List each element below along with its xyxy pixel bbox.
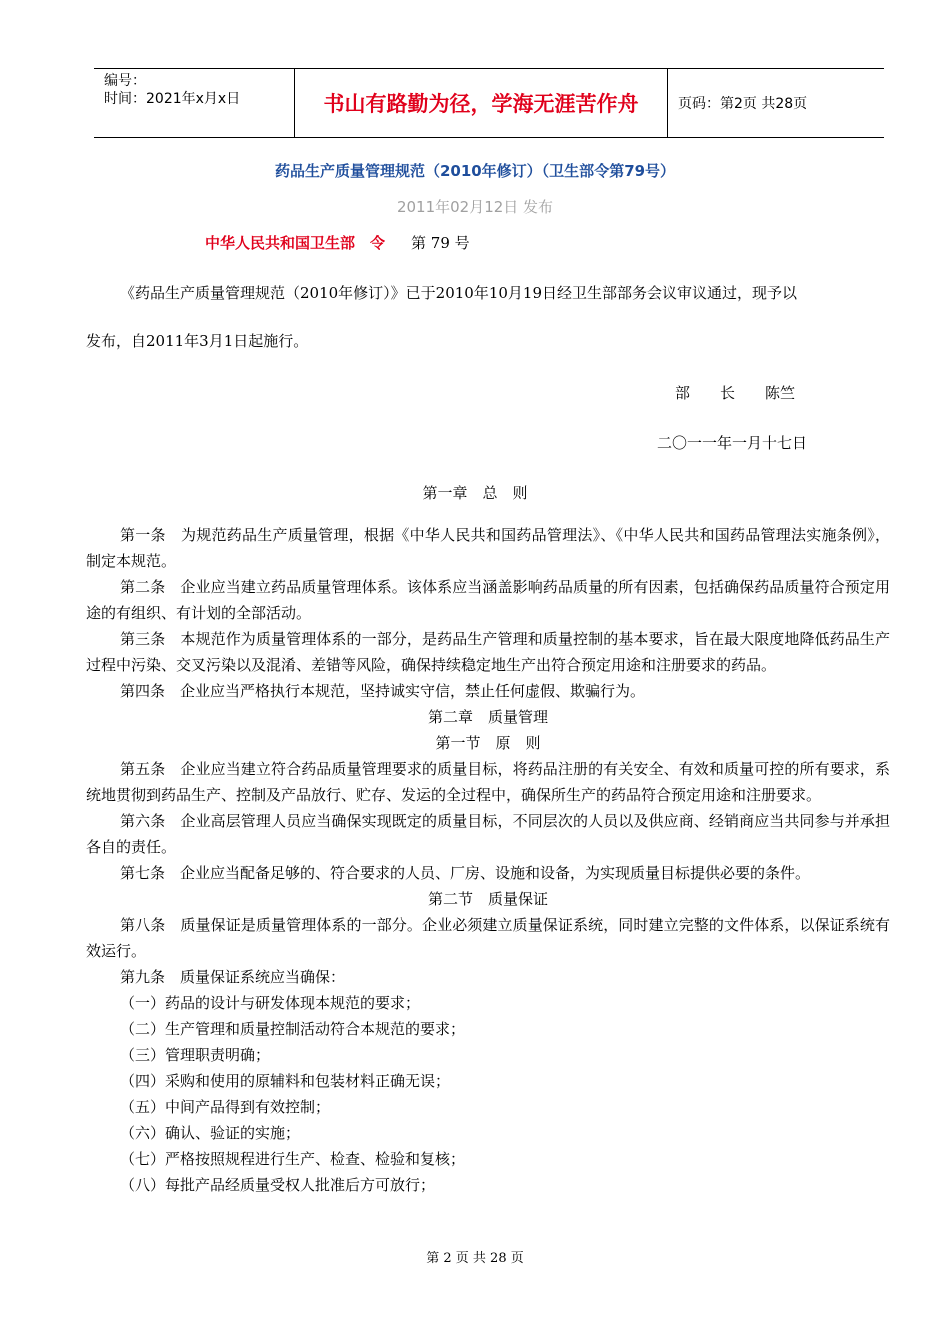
article-7: 第七条 企业应当配备足够的、符合要求的人员、厂房、设施和设备，为实现质量目标提供必要的条件。 [120, 864, 811, 882]
article-3: 第三条 本规范作为质量管理体系的一部分，是药品生产管理和质量控制的基本要求，旨在最大限度地降低药品生产过程中污染、交叉污染以及混淆、差错等风险，确保持续稳定地生产出符合预定用途和注册要求的药品。 [86, 630, 890, 674]
decree-org: 中华人民共和国卫生部 令 [205, 234, 386, 252]
decree-number: 第 79 号 [411, 234, 470, 252]
section-2-title: 第二节 质量保证 [427, 890, 548, 908]
intro-line-1: 《药品生产质量管理规范（2010年修订）》已于2010年10月19日经卫生部部务会议审议通过，现予以 [120, 284, 798, 302]
list-item: （一）药品的设计与研发体现本规范的要求； [120, 994, 421, 1012]
regulation-body [86, 522, 890, 1198]
code-label: 编号： [104, 73, 146, 89]
list-item: （七）严格按照规程进行生产、检查、检验和复核； [120, 1150, 466, 1168]
header-info [94, 69, 294, 137]
page-footer: 第 2 页 共 28 页 [426, 1251, 524, 1266]
header-page-label: 页码：第2页 共28页 [678, 96, 808, 112]
article-2: 第二条 企业应当建立药品质量管理体系。该体系应当涵盖影响药品质量的所有因素，包括确保药品质量符合预定用途的有组织、有计划的全部活动。 [86, 578, 890, 622]
header-table [94, 68, 884, 138]
article-4: 第四条 企业应当严格执行本规范，坚持诚实守信，禁止任何虚假、欺骗行为。 [120, 682, 646, 700]
article-5: 第五条 企业应当建立符合药品质量管理要求的质量目标，将药品注册的有关安全、有效和质量可控的所有要求，系统地贯彻到药品生产、控制及产品放行、贮存、发运的全过程中，确保所生产的药品符合预定用途和注册要求。 [86, 760, 890, 804]
list-item: （三）管理职责明确； [120, 1046, 271, 1064]
intro-line-2: 发布，自2011年3月1日起施行。 [86, 332, 309, 350]
publish-date: 2011年02月12日 发布 [396, 198, 554, 216]
sign-date: 二〇一一年一月十七日 [657, 434, 808, 452]
list-item: （八）每批产品经质量受权人批准后方可放行； [120, 1176, 436, 1194]
article-8: 第八条 质量保证是质量管理体系的一部分。企业必须建立质量保证系统，同时建立完整的文件体系，以保证系统有效运行。 [86, 916, 890, 960]
list-item: （六）确认、验证的实施； [120, 1124, 301, 1142]
list-item: （五）中间产品得到有效控制； [120, 1098, 331, 1116]
signature: 部 长 陈竺 [675, 384, 796, 402]
document-title: 药品生产质量管理规范（2010年修订）（卫生部令第79号） [274, 162, 676, 180]
chapter-1-title: 第一章 总 则 [422, 484, 528, 502]
article-1: 第一条 为规范药品生产质量管理，根据《中华人民共和国药品管理法》、《中华人民共和国药品管理法实施条例》，制定本规范。 [86, 526, 890, 570]
section-1-title: 第一节 原 则 [435, 734, 541, 752]
chapter-2-title: 第二章 质量管理 [427, 708, 548, 726]
list-item: （四）采购和使用的原辅料和包装材料正确无误； [120, 1072, 451, 1090]
article-6: 第六条 企业高层管理人员应当确保实现既定的质量目标，不同层次的人员以及供应商、经销商应当共同参与并承担各自的责任。 [86, 812, 890, 856]
time-label: 时间：2021年x月x日 [104, 91, 241, 107]
list-item: （二）生产管理和质量控制活动符合本规范的要求； [120, 1020, 466, 1038]
decree-line [205, 232, 470, 253]
header-slogan: 书山有路勤为径，学海无涯苦作舟 [294, 69, 668, 137]
article-9: 第九条 质量保证系统应当确保： [120, 968, 346, 986]
